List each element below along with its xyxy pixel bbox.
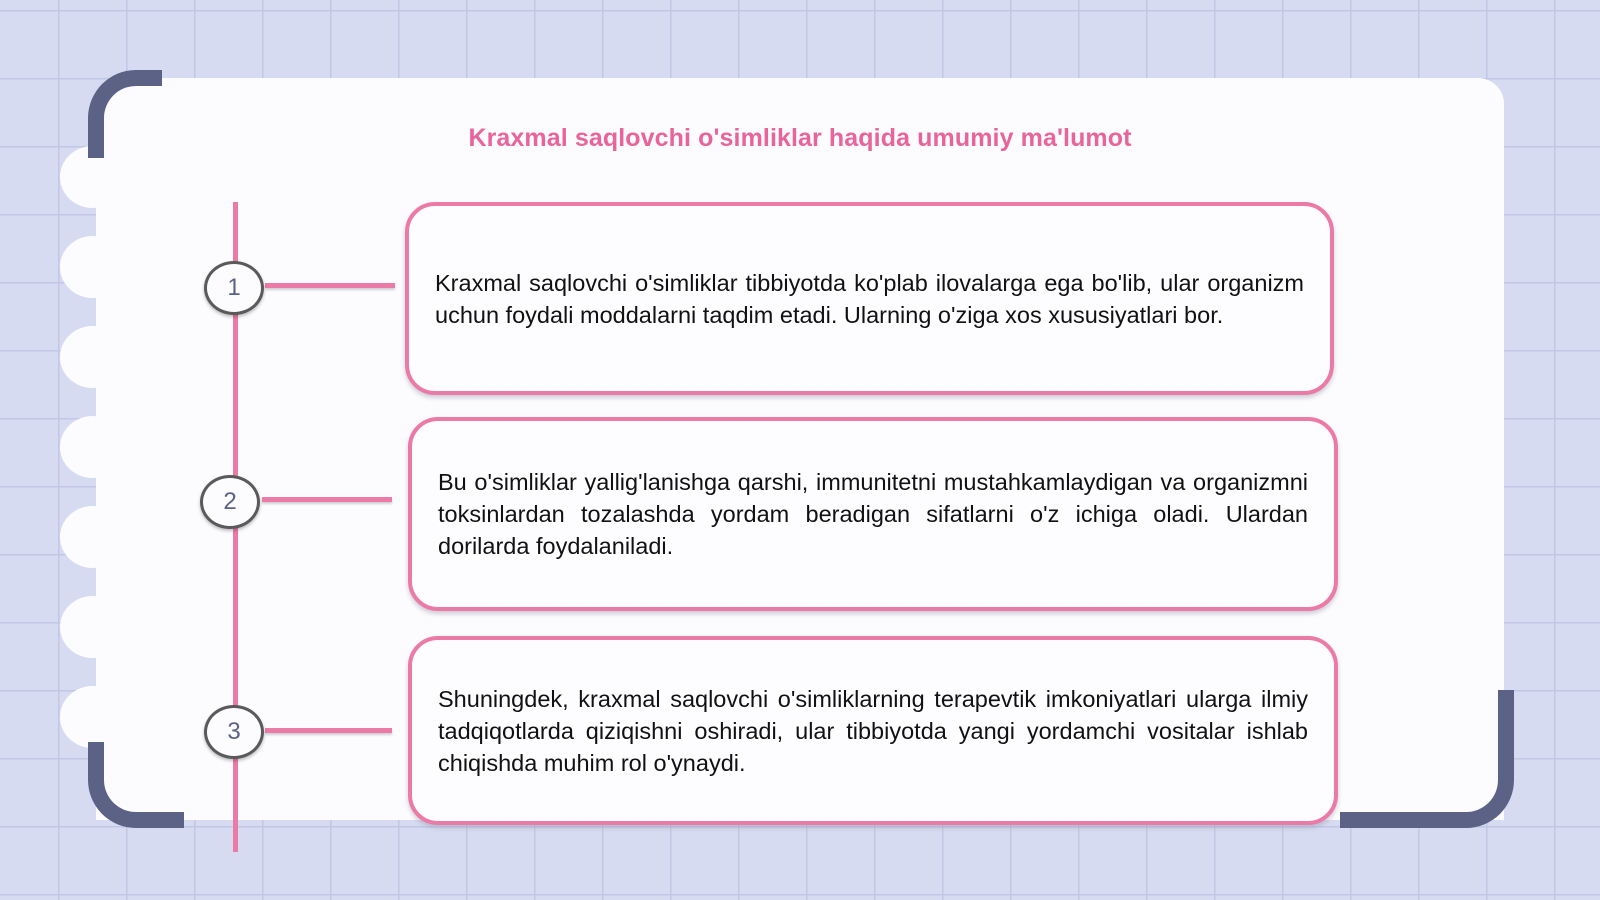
step-number-badge: 3 (204, 705, 264, 759)
info-card (408, 417, 1338, 611)
timeline-connector (262, 497, 392, 502)
paper-scallop (60, 236, 125, 298)
paper-scallop (60, 686, 125, 748)
timeline-connector (265, 283, 395, 288)
info-card (408, 636, 1338, 825)
paper-scallop (60, 326, 125, 388)
paper-scallop (60, 416, 125, 478)
info-card-text: Shuningdek, kraxmal saqlovchi o'simliklarning terapevtik imkoniyatlari ularga ilmiy tadqiqotlarda qiziqishni oshiradi, ular tibbiyotda yangi yordamchi vositalar ishlab chiqishda muhim rol o'ynaydi. (438, 685, 1308, 776)
paper-scallop (60, 506, 125, 568)
timeline-connector (265, 728, 392, 733)
paper-scallop (60, 596, 125, 658)
step-number-badge: 1 (204, 261, 264, 315)
step-number-badge: 2 (200, 475, 260, 529)
info-card-text: Bu o'simliklar yallig'lanishga qarshi, immunitetni mustahkamlaydigan va organizmni toksinlardan tozalashda yordam beradigan sifatlarni o'z ichiga oladi. Ulardan dorilarda foydalaniladi. (438, 469, 1308, 559)
slide-title: Kraxmal saqlovchi o'simliklar haqida umumiy ma'lumot (468, 124, 1132, 152)
info-card-text: Kraxmal saqlovchi o'simliklar tibbiyotda ko'plab ilovalarga ega bo'lib, ular organizm uchun foydali moddalarni taqdim etadi. Ularning o'ziga xos xususiyatlari bor. (435, 269, 1304, 328)
corner-bracket-bottom-right (1340, 690, 1514, 828)
corner-bracket-bottom-left (88, 742, 184, 828)
info-card (405, 202, 1334, 395)
